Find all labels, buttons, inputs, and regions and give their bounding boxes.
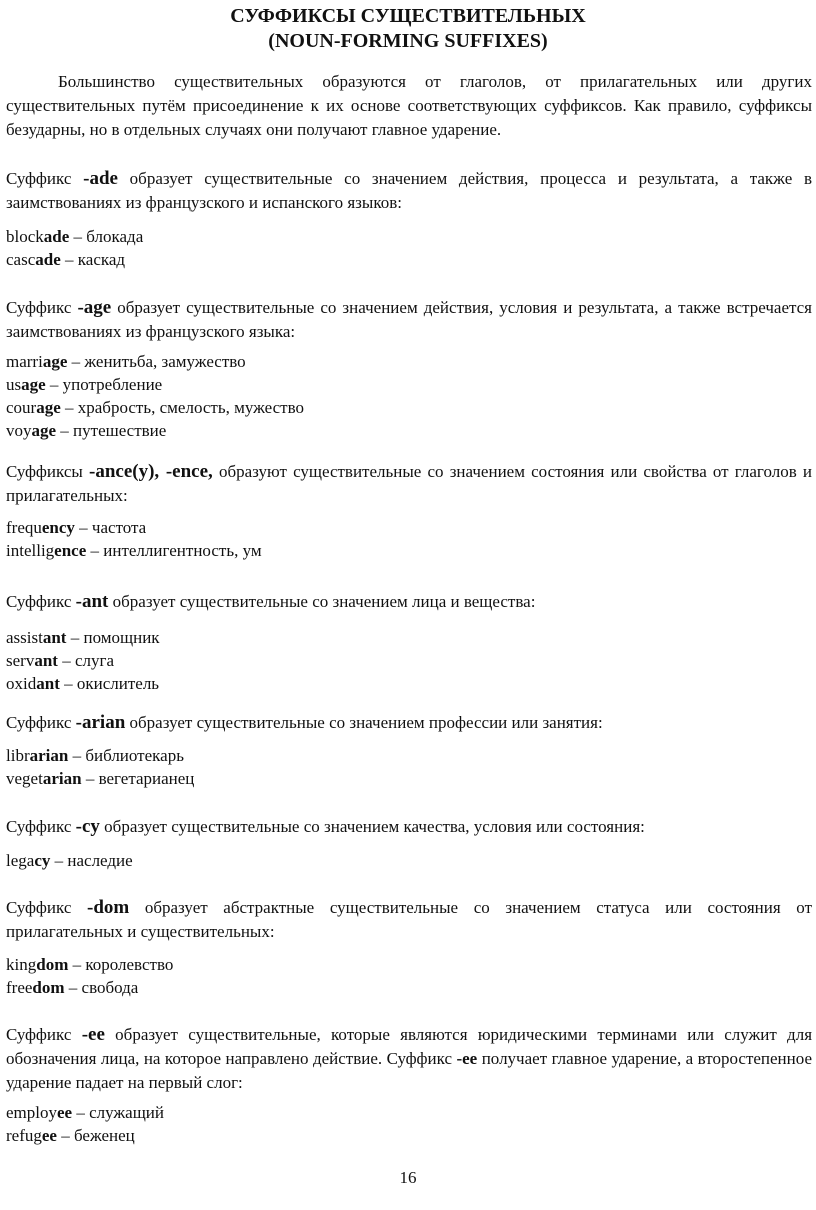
example-item: cascade – каскад [6,250,126,269]
section-arian-description: Суффикс -arian образует существительные со значением профессии или занятия: [6,712,603,733]
example-item: librarian – библиотекарь [6,746,184,765]
example-item: intelligence – интеллигентность, ум [6,541,262,560]
title-line-1: СУФФИКСЫ СУЩЕСТВИТЕЛЬНЫХ [230,5,586,27]
example-item: kingdom – королевство [6,955,174,974]
example-item: vegetarian – вегетарианец [6,769,195,788]
section-cy-description: Суффикс -cy образует существительные со значением качества, условия или состояния: [6,816,645,837]
suffix-cy: -cy [75,816,100,837]
example-item: assistant – помощник [6,628,160,647]
example-item: servant – слуга [6,651,114,670]
example-item: voyage – путешествие [6,421,167,440]
example-item: freedom – свобода [6,978,139,997]
example-item: refugee – беженец [6,1126,135,1145]
suffix-ade: -ade [83,168,118,189]
page-number: 16 [399,1168,417,1187]
section-dom-description: Суффикс -dom образует абстрактные существительные со значением статуса или состояния от прилагательных и существительных: [6,897,812,941]
intro-paragraph: Большинство существительных образуются от глаголов, от прилагательных или других существительных путём присоединение к их основе соответствующих суффиксов. Как правило, суффиксы безударны, но в отдельных случаях они получают главное ударение. [6,72,812,139]
suffix-age: -age [77,297,112,318]
example-item: oxidant – окислитель [6,674,160,693]
title-line-2: (NOUN-FORMING SUFFIXES) [268,30,548,52]
example-item: marriage – женитьба, замужество [6,352,246,371]
suffix-ance-ence: -ance(y), -ence, [89,461,213,482]
suffix-ee-inline: -ee [456,1049,478,1068]
example-item: courage – храбрость, смелость, мужество [6,398,305,417]
section-ant-description: Суффикс -ant образует существительные со значением лица и вещества: [6,591,536,612]
example-item: frequency – частота [6,518,147,537]
suffix-ee: -ee [81,1024,105,1045]
example-item: blockade – блокада [6,227,144,246]
example-item: legacy – наследие [6,851,133,870]
section-ee-description: Суффикс -ee образует существительные, которые являются юридическими терминами или служит для обозначения лица, на которое направлено действие. Суффикс -ee получает главное ударение, а второстепенное ударение падает на первый слог: [6,1024,813,1092]
example-item: usage – употребление [6,375,163,394]
suffix-dom: -dom [87,897,130,918]
example-item: employee – служащий [6,1103,164,1122]
suffix-arian: -arian [75,712,126,733]
section-age-description: Суффикс -age образует существительные со значением действия, условия и результата, а также встречается заимствованиях из французского языка: [6,297,812,341]
section-ance-description: Суффиксы -ance(y), -ence, образуют существительные со значением состояния или свойства от глаголов и прилагательных: [6,461,813,505]
section-ade-description: Суффикс -ade образует существительные со значением действия, процесса и результата, а также в заимствованиях из французского и испанского языков: [6,168,812,212]
suffix-ant: -ant [75,591,109,612]
